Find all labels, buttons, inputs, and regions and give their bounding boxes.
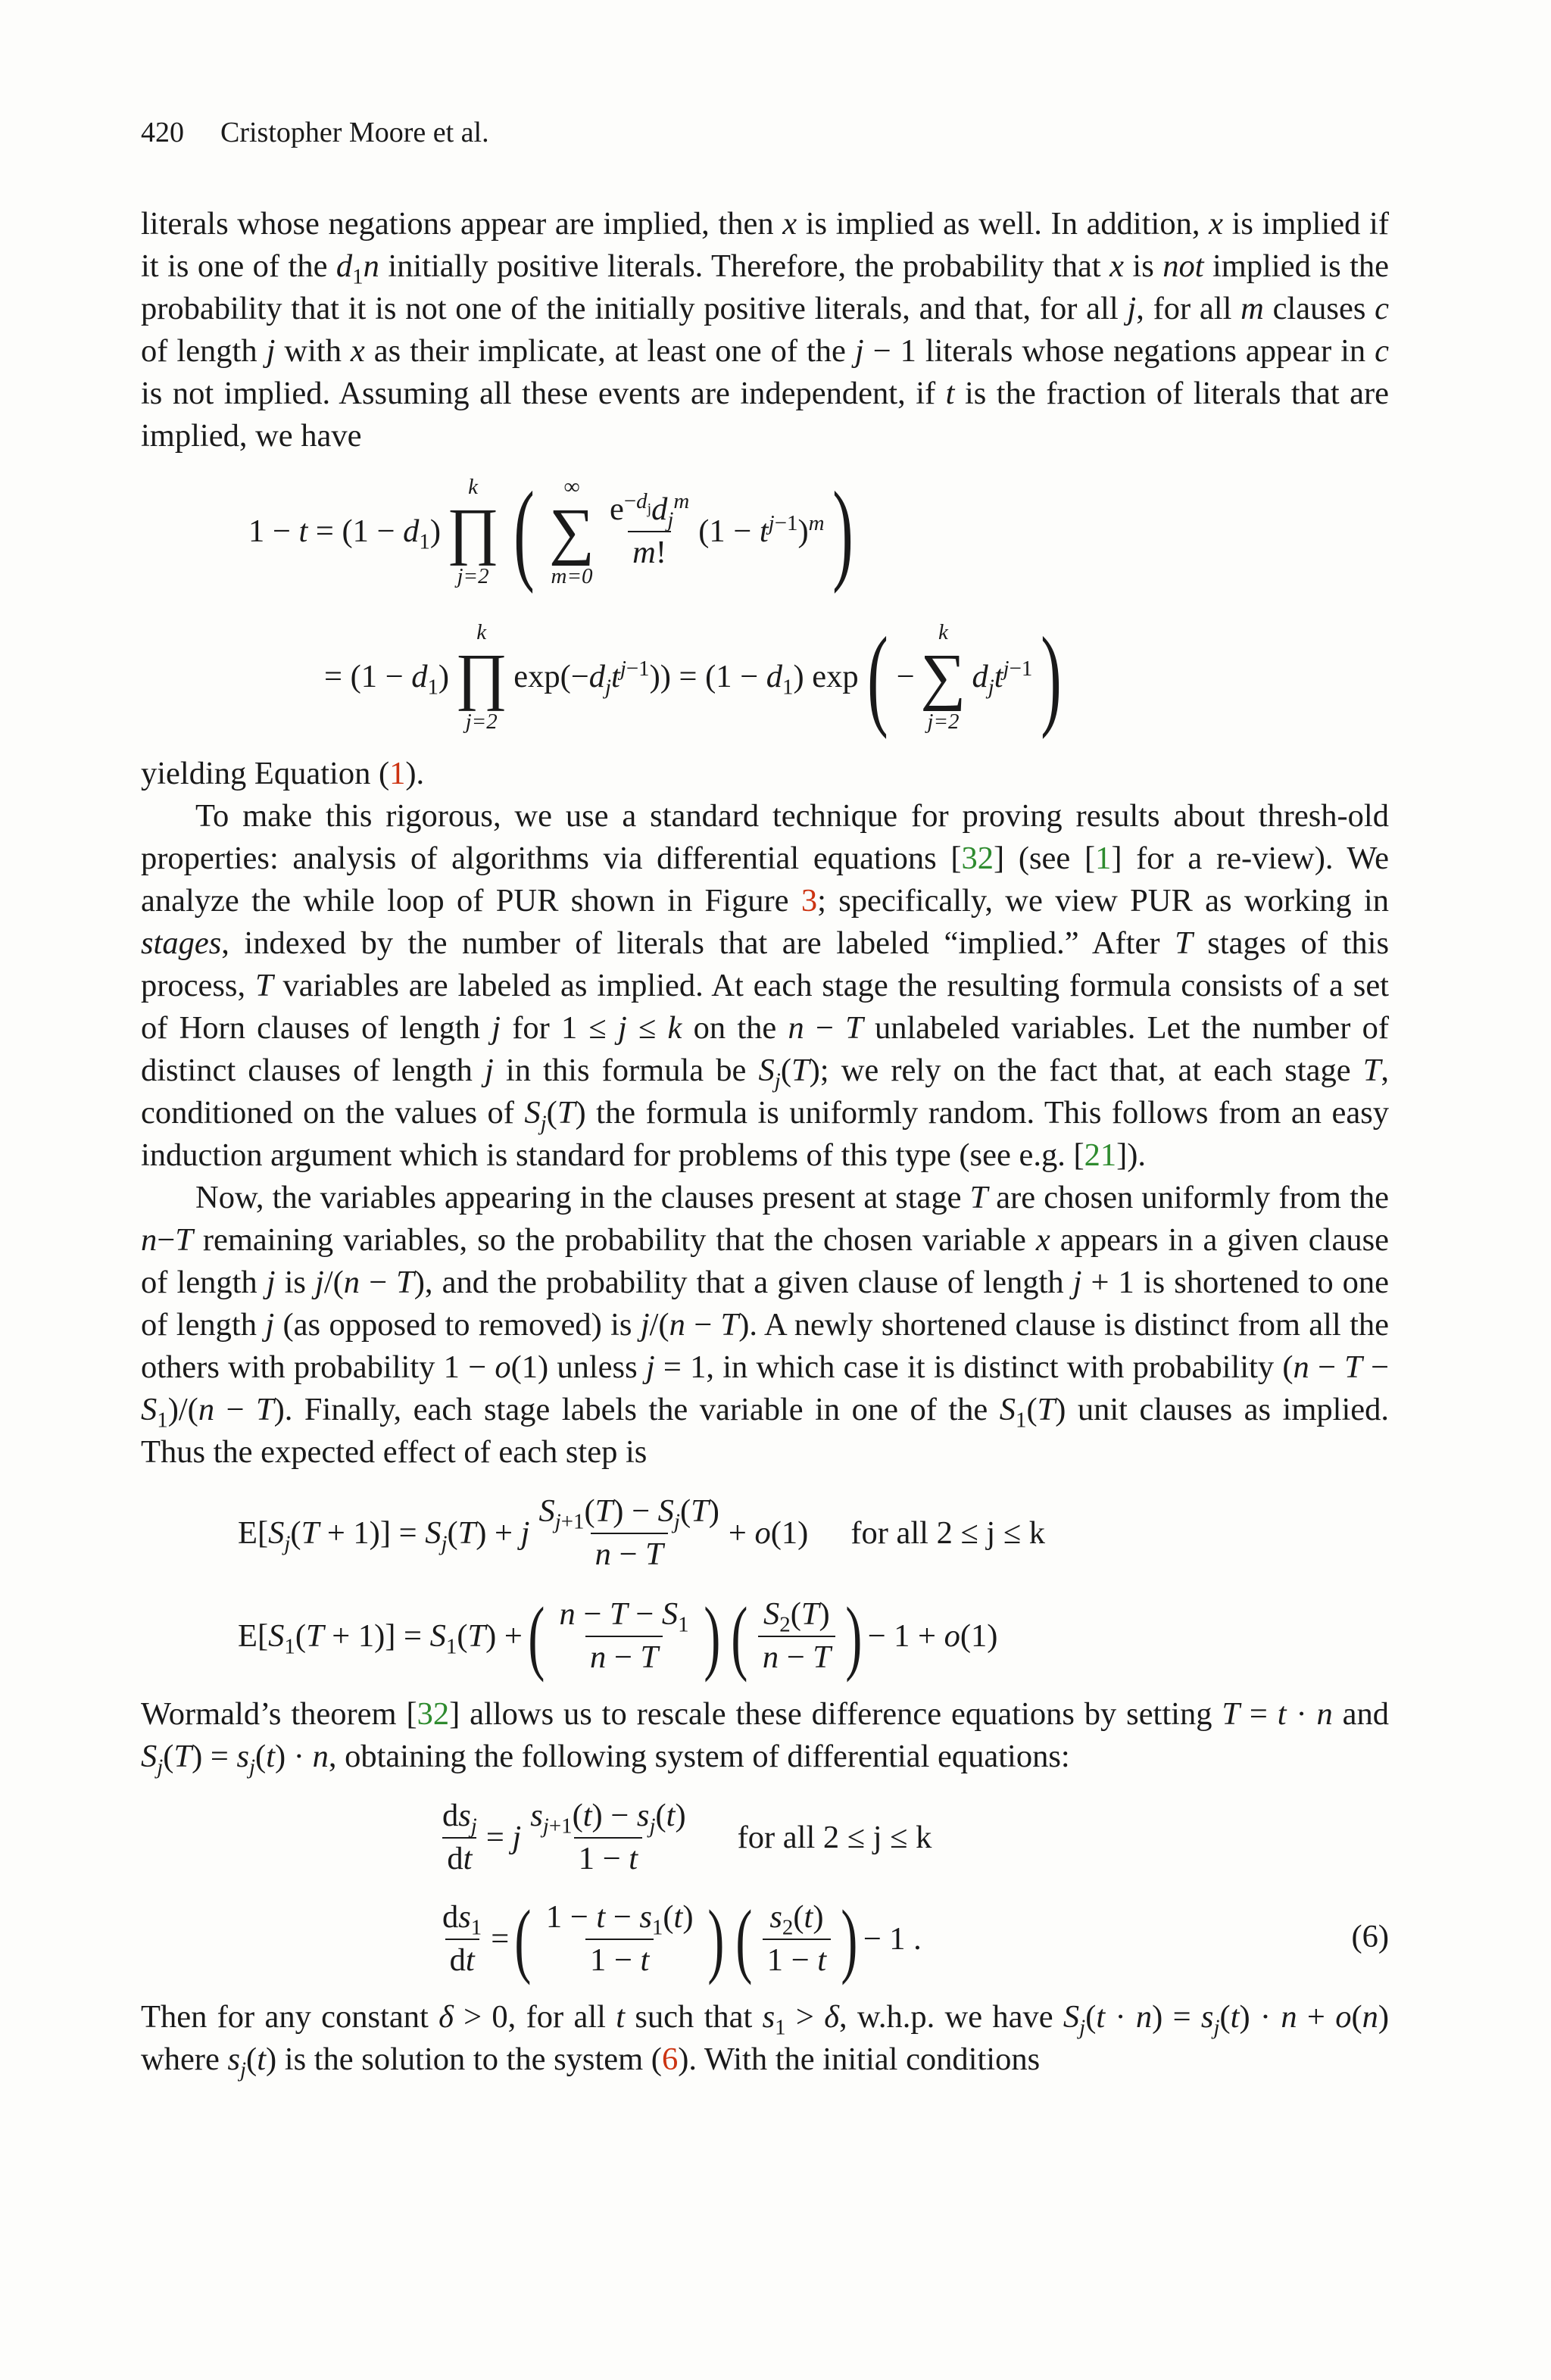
condition-text-1: for all 2 ≤ j ≤ k bbox=[850, 1515, 1046, 1551]
paragraph-2: To make this rigorous, we use a standard technique for proving results about thresh-old properties: analysis of algorithms via differential equations [32] (see [1] for a re-view). We analyze the while loop of PUR shown in Figure 3; specifically, we view PUR as working in stages, indexed by the number of literals that are labeled “implied.” After T stages of this process, T variables are labeled as implied. At each stage the resulting formula consists of a set of Horn clauses of length j for 1 ≤ j ≤ k on the n − T unlabeled variables. Let the number of distinct clauses of length j in this formula be $S_j(T)$; we rely on the fact that, at each stage T, conditioned on the values of $S_j(T)$ the formula is uniformly random. This follows from an easy induction argument which is standard for problems of this type (see e.g. [21]). bbox=[141, 798, 1390, 1173]
yielding-line: yielding Equation (1). bbox=[141, 756, 425, 791]
running-header bbox=[141, 114, 489, 151]
equation-ref-1[interactable]: 1 bbox=[389, 756, 406, 791]
citation-32-b[interactable]: 32 bbox=[417, 1696, 450, 1732]
body-text bbox=[141, 203, 1389, 2081]
equation-number: (6) bbox=[1351, 1919, 1389, 1954]
equation-expectations: $E[S_j(T + 1)] = S_j(T) + j$ $\frac{S_{j+1}(T) - S_j(T)}{n - T}$ + o(1) for all 2 ≤ j ≤ k $E[S_1(T + 1)] = S_1(T)$ + ( $\frac{n - T - S_1}{n - T}$ ) ( $\frac{S_2(T)}{n - T}$ ) − 1 + o(1) bbox=[238, 1493, 1046, 1683]
paragraph-final: Then for any constant δ > 0, for all t such that $s_1 > \delta$, w.h.p. we have $S_j(t \cdot n) = s_j(t) \cdot n + o(n)$ where $s_j(t)$ is the solution to the system (6). With the initial conditions bbox=[141, 1999, 1390, 2082]
paragraph-3: Now, the variables appearing in the clauses present at stage T are chosen uniformly from the n−T remaining variables, so the probability that the chosen variable x appears in a given clause of length j is j/(n − T), and the probability that a given clause of length j + 1 is shortened to one of length j (as opposed to removed) is j/(n − T). A newly shortened clause is distinct from all the others with probability 1 − o(1) unless j = 1, in which case it is distinct with probability $(n - T - S_1)/(n - T)$. Finally, each stage labels the variable in one of the $S_1(T)$ unit clauses as implied. Thus the expected effect of each step is bbox=[141, 1180, 1390, 1470]
equation-ref-6[interactable]: 6 bbox=[661, 2042, 679, 2077]
author-line: Cristopher Moore et al. bbox=[220, 117, 489, 148]
equation-one-minus-t: $1 - t = (1 - d_1)$ k ∏ j=2 ( ∞ ∑ m=0 $\frac{e^{-d_j}d_j^m}{m!}$ $(1 - t^{j-1})^m$ ) = $(1 - d_1)$ k ∏ j=2 $\exp(-d_jt^{j-1})) = (1 - d_1)$ exp ( − k ∑ j=2 $d_jt^{j-1}$ ) bbox=[248, 469, 1063, 740]
page-number: 420 bbox=[141, 117, 184, 148]
citation-1[interactable]: 1 bbox=[1095, 841, 1112, 876]
paragraph-wormald: Wormald’s theorem [32] allows us to rescale these difference equations by setting T = t · n and $S_j(T) = s_j(t) \cdot n$, obtaining the following system of differential equations: bbox=[141, 1696, 1390, 1780]
citation-32[interactable]: 32 bbox=[961, 841, 994, 876]
equation-6: $\frac{ds_j}{dt}$ = j $\frac{s_{j+1}(t) - s_j(t)}{1 - t}$ for all 2 ≤ j ≤ k $\frac{ds_1}{dt}$ = ( $\frac{1 - t - s_1(t)}{1 - t}$ ) ( $\frac{s_2(t)}{1 - t}$ ) − 1 . (6) bbox=[442, 1798, 1389, 1985]
paragraph-1: literals whose negations appear are implied, then x is implied as well. In addition, x is implied if it is one of the $d_1n$ initially positive literals. Therefore, the probability that x is not implied is the probability that it is not one of the initially positive literals, and that, for all j, for all m clauses c of length j with x as their implicate, at least one of the j − 1 literals whose negations appear in c is not implied. Assuming all these events are independent, if t is the fraction of literals that are implied, we have bbox=[141, 206, 1390, 454]
figure-ref-3[interactable]: 3 bbox=[800, 883, 818, 919]
citation-21[interactable]: 21 bbox=[1084, 1137, 1117, 1173]
condition-text-2: for all 2 ≤ j ≤ k bbox=[737, 1820, 932, 1855]
